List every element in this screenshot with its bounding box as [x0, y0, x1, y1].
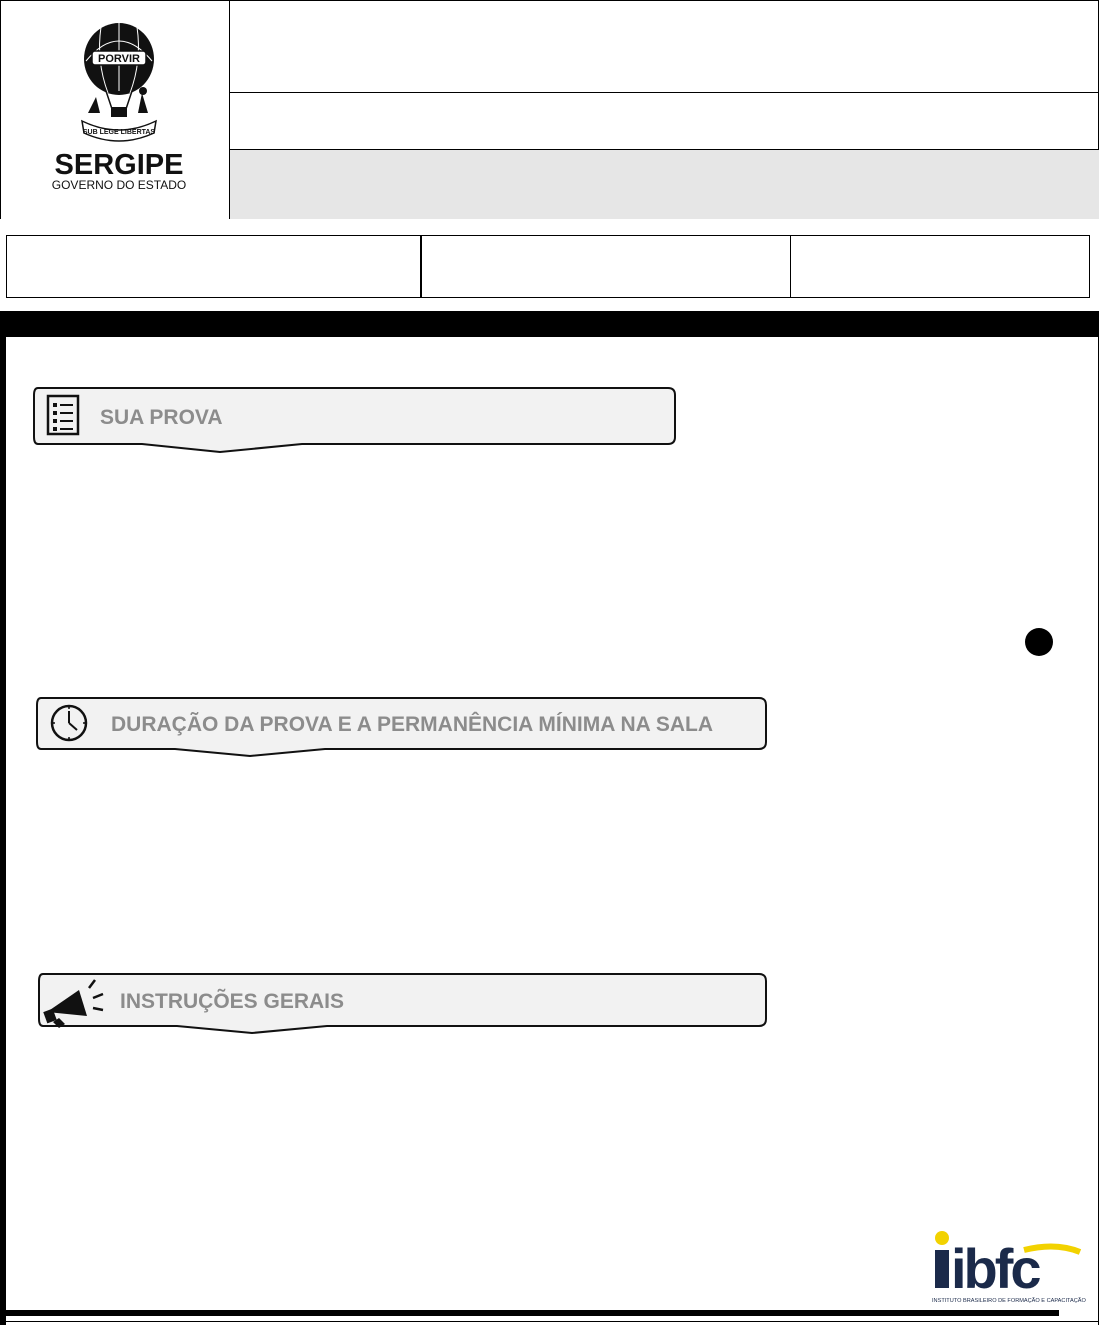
sergipe-seal-icon	[26, 1, 206, 217]
sergipe-logo	[26, 1, 206, 217]
info-box-3	[790, 235, 1090, 298]
marker-dot	[1025, 628, 1053, 656]
logo-cell	[1, 1, 230, 219]
svg-text:GOVERNO DO ESTADO: GOVERNO DO ESTADO	[51, 178, 187, 192]
section-banner-sua-prova	[32, 386, 678, 456]
info-box-1	[6, 235, 421, 298]
svg-text:PORVIR: PORVIR	[98, 53, 140, 65]
exam-body	[0, 311, 1099, 1325]
megaphone-icon	[43, 976, 107, 1033]
svg-text:ibfc: ibfc	[951, 1237, 1039, 1300]
section-title: SUA PROVA	[100, 406, 223, 429]
exam-header	[0, 0, 1099, 219]
svg-text:SUB LEGE LIBERTAS: SUB LEGE LIBERTAS	[82, 129, 156, 136]
svg-text:SERGIPE: SERGIPE	[54, 149, 184, 181]
header-row-2	[230, 93, 1099, 150]
ibfc-logo	[928, 1228, 1088, 1308]
header-row-3	[230, 150, 1099, 219]
section-title: INSTRUÇÕES GERAIS	[120, 990, 345, 1013]
checklist-icon	[46, 394, 80, 441]
section-banner-instrucoes	[37, 972, 769, 1038]
bottom-line	[6, 1321, 1099, 1322]
section-title: DURAÇÃO DA PROVA E A PERMANÊNCIA MÍNIMA NA SALA	[111, 713, 713, 736]
bottom-bar	[6, 1310, 1059, 1316]
svg-text:INSTITUTO BRASILEIRO DE FORMAÇ: INSTITUTO BRASILEIRO DE FORMAÇÃO E CAPACITAÇÃO	[932, 1298, 1086, 1304]
info-box-2	[421, 235, 791, 298]
clock-icon	[49, 703, 89, 748]
section-banner-duracao	[35, 696, 769, 760]
header-row-1	[230, 1, 1099, 93]
